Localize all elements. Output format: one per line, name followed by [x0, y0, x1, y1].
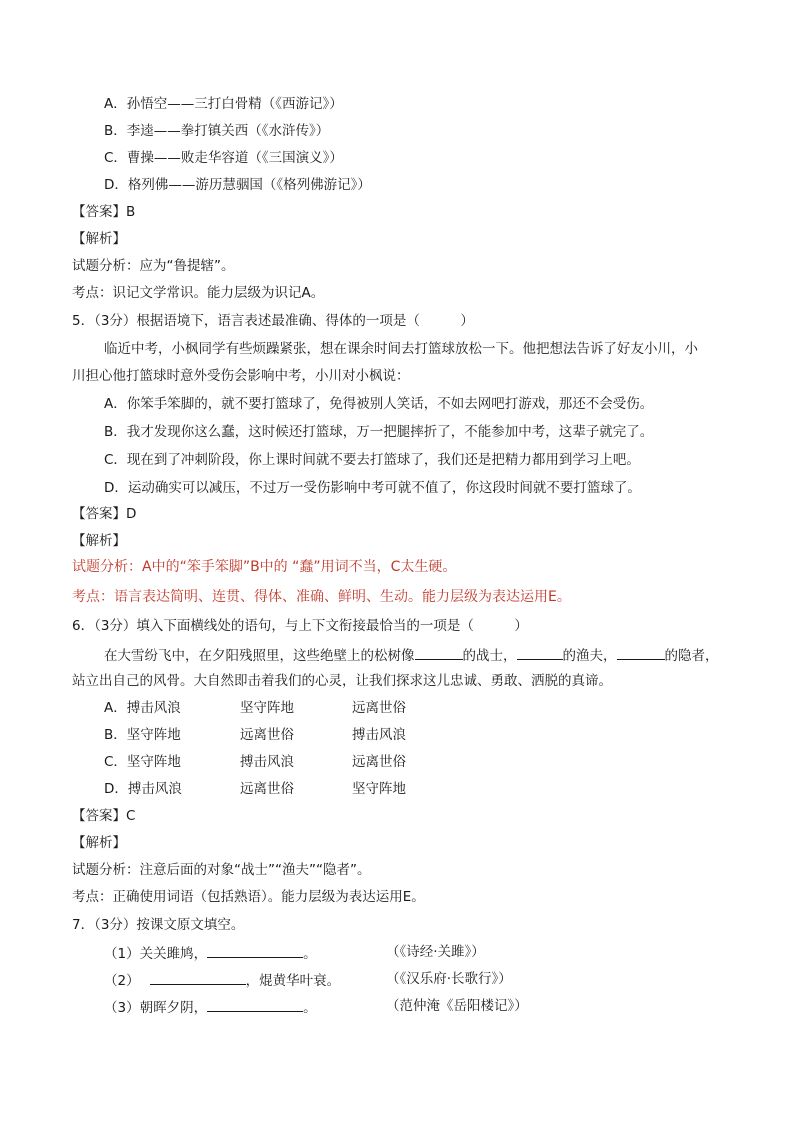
- q6-passage-line1: [104, 645, 719, 665]
- q6-option-d: D．搏击风浪: [104, 781, 182, 797]
- q5-passage-line1: 临近中考，小枫同学有些烦躁紧张，想在课余时间去打篮球放松一下。他把想法告诉了好友小川，小: [104, 341, 698, 357]
- q5-option-a: A．你笨手笨脚的，就不要打篮球了，免得被别人笑话，不如去网吧打游戏，那还不会受伤。: [104, 396, 654, 412]
- q5-analysis-title: 【解析】: [72, 533, 126, 549]
- q4-option-a: A．孙悟空——三打白骨精（《西游记》）: [104, 96, 343, 112]
- q6-answer: 【答案】C: [72, 808, 136, 824]
- q7-item-1-prefix: （1）关关雎鸠，: [104, 946, 208, 962]
- q7-item-3: [104, 997, 317, 1017]
- q7-item-3-source: （范仲淹《岳阳楼记》）: [386, 998, 528, 1014]
- q7-blank-1: [207, 943, 303, 958]
- q6-passage-text-d: 的隐者，: [664, 648, 719, 664]
- q4-option-d: D．格列佛——游历慧骃国（《格列佛游记》）: [104, 177, 371, 193]
- q5-stem: 5．（3分）根据语境下，语言表述最准确、得体的一项是（ ）: [72, 313, 474, 329]
- q5-passage-line2: 川担心他打篮球时意外受伤会影响中考，小川对小枫说：: [72, 368, 410, 384]
- q6-passage-line2: 站立出自己的风骨。大自然即击着我们的心灵，让我们探求这儿忠诚、勇敢、洒脱的真谛。: [72, 673, 612, 689]
- q5-option-b: B．我才发现你这么蠢，这时候还打篮球，万一把腿摔折了，不能参加中考，这辈子就完了。: [104, 424, 654, 440]
- q6-analysis: 试题分析：注意后面的对象“战士”“渔夫”“隐者”。: [72, 862, 371, 878]
- q5-option-d: D．运动确实可以减压，不过万一受伤影响中考可就不值了，你这段时间就不要打篮球了。: [104, 480, 641, 496]
- q6-option-a-col2: 坚守阵地: [240, 700, 294, 716]
- q7-item-2-source: （《汉乐府·长歌行》）: [386, 971, 512, 987]
- q6-option-c-col3: 远离世俗: [352, 754, 406, 770]
- q4-answer: 【答案】B: [72, 204, 136, 220]
- q6-option-d-col2: 远离世俗: [240, 781, 294, 797]
- q6-option-b-col2: 远离世俗: [240, 727, 294, 743]
- q6-option-b: B．坚守阵地: [104, 727, 181, 743]
- q4-analysis: 试题分析：应为“鲁提辖”。: [72, 258, 235, 274]
- q6-blank-3: [617, 645, 665, 660]
- q6-passage-text-c: 的渔夫，: [562, 648, 617, 664]
- q6-passage-text-b: 的战士，: [462, 648, 517, 664]
- q6-option-a-col3: 远离世俗: [352, 700, 406, 716]
- q7-item-2-suffix: ，焜黄华叶衰。: [245, 973, 341, 989]
- q6-option-b-col3: 搏击风浪: [352, 727, 406, 743]
- q4-option-c: C．曹操——败走华容道（《三国演义》）: [104, 150, 343, 166]
- q4-option-b: B．李逵——拳打镇关西（《水浒传》）: [104, 123, 330, 139]
- q6-blank-1: [415, 645, 463, 660]
- q6-stem: 6．（3分）填入下面横线处的语句，与上下文衔接最恰当的一项是（ ）: [72, 618, 528, 634]
- q6-blank-2: [517, 645, 563, 660]
- q7-blank-2: [150, 970, 246, 985]
- q7-item-1-source: （《诗经·关雎》）: [386, 944, 485, 960]
- q5-analysis: 试题分析：A中的“笨手笨脚”B中的 “蠢”用词不当，C太生硬。: [72, 559, 457, 575]
- q6-analysis-title: 【解析】: [72, 835, 126, 851]
- q6-option-d-col3: 坚守阵地: [352, 781, 406, 797]
- q7-item-2: [104, 970, 340, 990]
- q7-item-3-prefix: （3）朝晖夕阴，: [104, 1000, 208, 1016]
- q6-option-c: C．坚守阵地: [104, 754, 181, 770]
- q6-passage-text-a: 在大雪纷飞中，在夕阳残照里，这些绝壁上的松树像: [104, 648, 415, 664]
- q7-item-2-prefix: （2）: [104, 973, 140, 989]
- q4-analysis-title: 【解析】: [72, 231, 126, 247]
- q6-option-c-col2: 搏击风浪: [240, 754, 294, 770]
- q4-point: 考点：识记文学常识。能力层级为识记A。: [72, 285, 325, 301]
- q6-point: 考点：正确使用词语（包括熟语）。能力层级为表达运用E。: [72, 889, 425, 905]
- q7-item-1: [104, 943, 317, 963]
- q7-blank-3: [207, 997, 303, 1012]
- q5-answer: 【答案】D: [72, 506, 137, 522]
- q5-point: 考点：语言表达简明、连贯、得体、准确、鲜明、生动。能力层级为表达运用E。: [72, 589, 571, 605]
- q6-option-a: A．搏击风浪: [104, 700, 181, 716]
- q5-option-c: C．现在到了冲刺阶段，你上课时间就不要去打篮球了，我们还是把精力都用到学习上吧。: [104, 452, 640, 468]
- q7-stem: 7．（3分）按课文原文填空。: [72, 917, 245, 933]
- q7-item-3-suffix: 。: [303, 1000, 317, 1016]
- q7-item-1-suffix: 。: [303, 946, 317, 962]
